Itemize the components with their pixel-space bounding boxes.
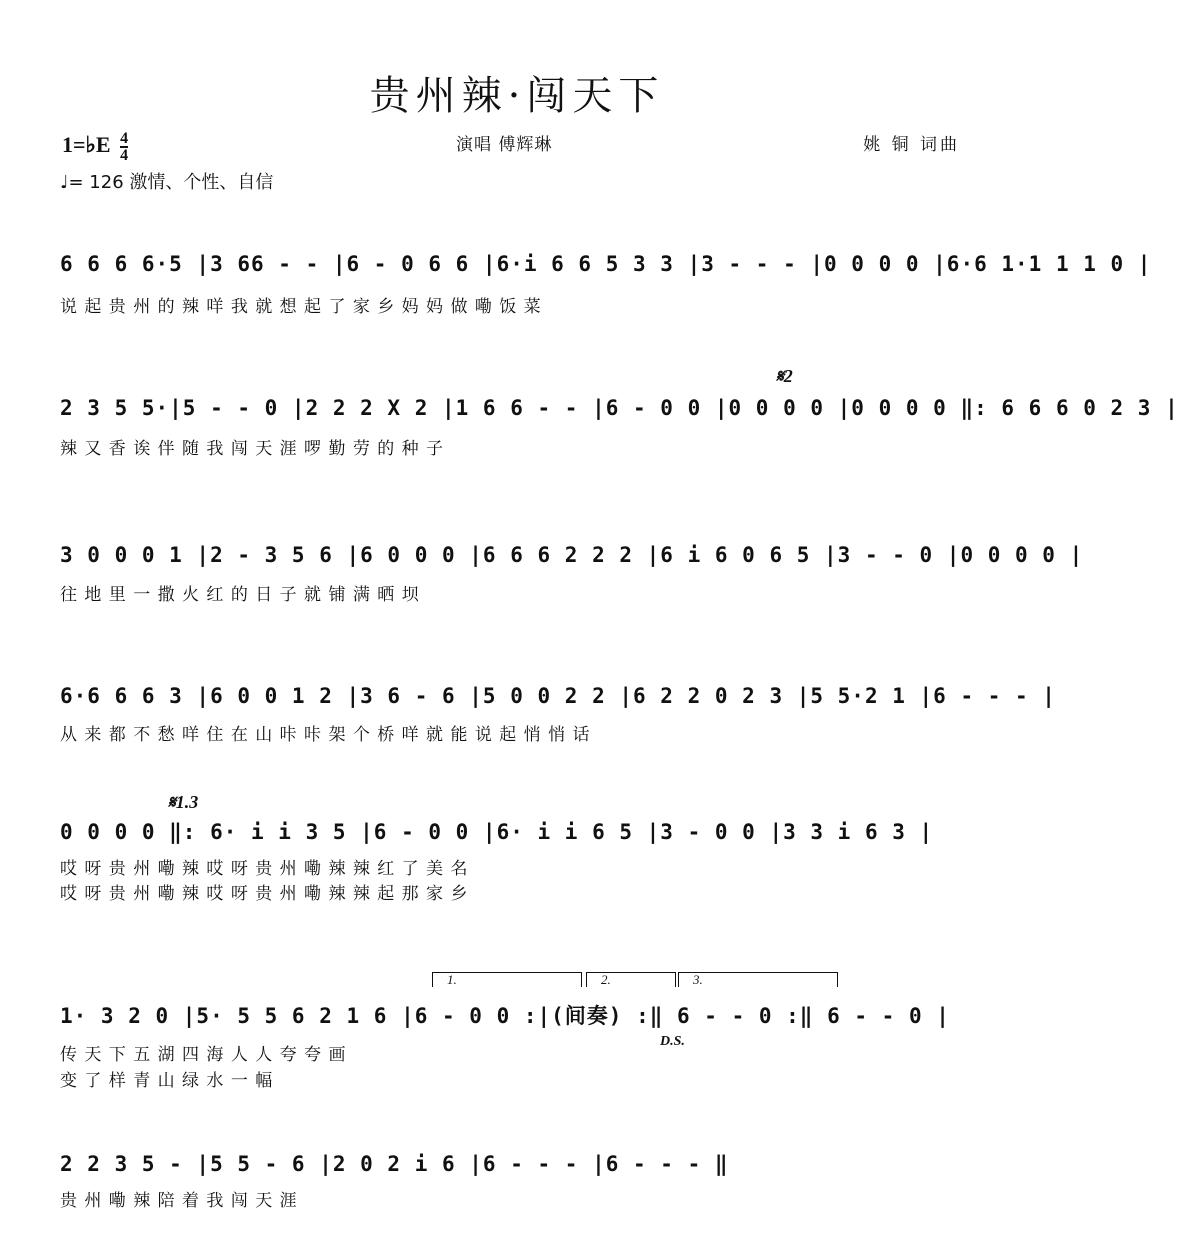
key-label: 1=♭E bbox=[62, 132, 111, 158]
score-row-2: 2 3 5 5·|5 - - 0 |2 2 2 X 2 |1 6 6 - - |6 - 0 0 |0 0 0 0 |0 0 0 0 ‖: 6 6 6 0 2 3 | bbox=[60, 396, 1179, 420]
key-signature bbox=[62, 131, 128, 163]
ds-mark: D.S. bbox=[660, 1034, 685, 1049]
time-bottom: 4 bbox=[120, 147, 129, 164]
time-top: 4 bbox=[120, 130, 129, 147]
tempo-marking: ♩= 126 激情、个性、自信 bbox=[60, 172, 274, 193]
singer-credit: 演唱 傅辉琳 bbox=[456, 135, 553, 155]
score-row-6: 1· 3 2 0 |5· 5 5 6 2 1 6 |6 - 0 0 :|(间奏) :‖ 6 - - 0 :‖ 6 - - 0 | bbox=[60, 1004, 950, 1028]
lyric-row-6-verse-1: 传 天 下 五 湖 四 海 人 人 夸 夸 画 bbox=[60, 1045, 347, 1065]
lyric-row-3: 往 地 里 一 撒 火 红 的 日 子 就 铺 满 晒 坝 bbox=[60, 585, 420, 605]
volta-2: 2. bbox=[586, 972, 676, 987]
lyric-row-2: 辣 又 香 诶 伴 随 我 闯 天 涯 啰 勤 劳 的 种 子 bbox=[60, 439, 445, 459]
segno-2-mark: 𝄋2 bbox=[776, 366, 793, 386]
score-row-1: 6 6 6 6·5 |3 66 - - |6 - 0 6 6 |6·i 6 6 5 3 3 |3 - - - |0 0 0 0 |6·6 1·1 1 1 0 | bbox=[60, 252, 1152, 276]
volta-1: 1. bbox=[432, 972, 582, 987]
lyric-row-7: 贵 州 嘞 辣 陪 着 我 闯 天 涯 bbox=[60, 1191, 298, 1211]
time-signature bbox=[120, 131, 128, 163]
score-row-3: 3 0 0 0 1 |2 - 3 5 6 |6 0 0 0 |6 6 6 2 2 2 |6 i 6 0 6 5 |3 - - 0 |0 0 0 0 | bbox=[60, 543, 1084, 567]
song-title: 贵州辣·闯天下 bbox=[369, 73, 665, 119]
score-row-4: 6·6 6 6 3 |6 0 0 1 2 |3 6 - 6 |5 0 0 2 2 |6 2 2 0 2 3 |5 5·2 1 |6 - - - | bbox=[60, 684, 1056, 708]
lyric-row-5-verse-1: 哎 呀 贵 州 嘞 辣 哎 呀 贵 州 嘞 辣 辣 红 了 美 名 bbox=[60, 859, 469, 879]
volta-3: 3. bbox=[678, 972, 838, 987]
score-row-5: 0 0 0 0 ‖: 6· i i 3 5 |6 - 0 0 |6· i i 6 5 |3 - 0 0 |3 3 i 6 3 | bbox=[60, 820, 934, 844]
score-row-7: 2 2 3 5 - |5 5 - 6 |2 0 2 i 6 |6 - - - |6 - - - ‖ bbox=[60, 1152, 729, 1176]
lyric-row-5-verse-2: 哎 呀 贵 州 嘞 辣 哎 呀 贵 州 嘞 辣 辣 起 那 家 乡 bbox=[60, 884, 469, 904]
lyric-row-6-verse-2: 变 了 样 青 山 绿 水 一 幅 bbox=[60, 1071, 274, 1091]
lyric-row-4: 从 来 都 不 愁 咩 住 在 山 咔 咔 架 个 桥 咩 就 能 说 起 悄 悄 话 bbox=[60, 725, 591, 745]
segno-13-mark: 𝄋1.3 bbox=[168, 792, 199, 812]
lyric-row-1: 说 起 贵 州 的 辣 咩 我 就 想 起 了 家 乡 妈 妈 做 嘞 饭 菜 bbox=[60, 297, 542, 317]
composer-credit: 姚 铜 词曲 bbox=[863, 135, 960, 155]
